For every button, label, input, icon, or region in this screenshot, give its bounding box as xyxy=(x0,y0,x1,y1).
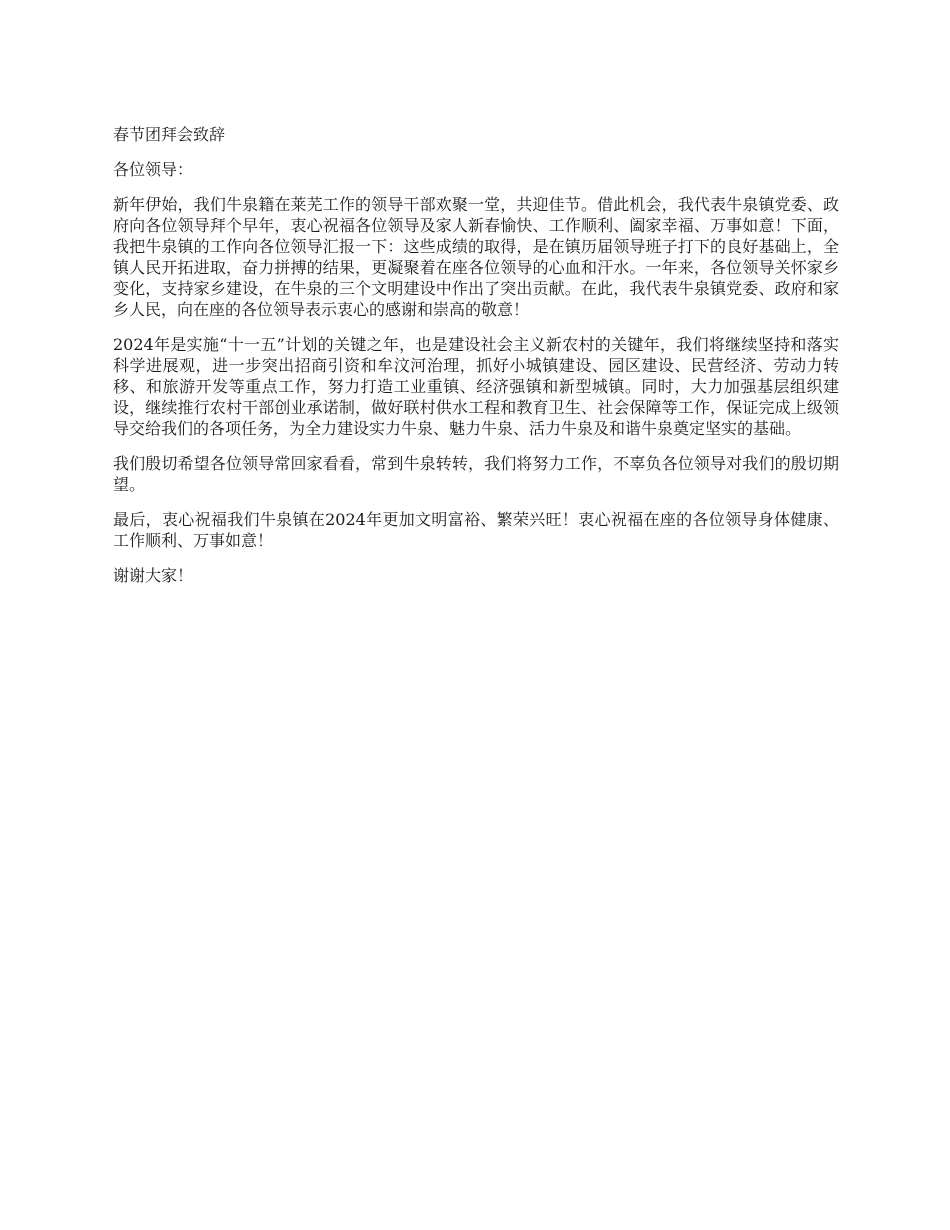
paragraph-2: 2024年是实施“十一五”计划的关键之年，也是建设社会主义新农村的关键年，我们将继续坚持和落实科学进展观，进一步突出招商引资和牟汶河治理，抓好小城镇建设、园区建设、民营经济、劳动力转移、和旅游开发等重点工作，努力打造工业重镇、经济强镇和新型城镇。同时，大力加强基层组织建设，继续推行农村干部创业承诺制，做好联村供水工程和教育卫生、社会保障等工作，保证完成上级领导交给我们的各项任务，为全力建设实力牛泉、魅力牛泉、活力牛泉及和谐牛泉奠定坚实的基础。 xyxy=(113,335,839,438)
document-title: 春节团拜会致辞 xyxy=(113,125,226,144)
paragraph-1: 新年伊始，我们牛泉籍在莱芜工作的领导干部欢聚一堂，共迎佳节。借此机会，我代表牛泉镇党委、政府向各位领导拜个早年，衷心祝福各位领导及家人新春愉快、工作顺利、阖家幸福、万事如意！下面，我把牛泉镇的工作向各位领导汇报一下：这些成绩的取得，是在镇历届领导班子打下的良好基础上，全镇人民开拓进取，奋力拼搏的结果，更凝聚着在座各位领导的心血和汗水。一年来，各位领导关怀家乡变化，支持家乡建设，在牛泉的三个文明建设中作出了突出贡献。在此，我代表牛泉镇党委、政府和家乡人民，向在座的各位领导表示衷心的感谢和崇高的敬意！ xyxy=(113,195,839,319)
document-body xyxy=(113,124,839,600)
closing-line: 谢谢大家！ xyxy=(113,566,194,585)
paragraph-3: 我们殷切希望各位领导常回家看看，常到牛泉转转，我们将努力工作，不辜负各位领导对我们的殷切期望。 xyxy=(113,454,839,494)
salutation: 各位领导： xyxy=(113,160,194,179)
paragraph-4: 最后，衷心祝福我们牛泉镇在2024年更加文明富裕、繁荣兴旺！衷心祝福在座的各位领导身体健康、工作顺利、万事如意！ xyxy=(113,510,839,550)
